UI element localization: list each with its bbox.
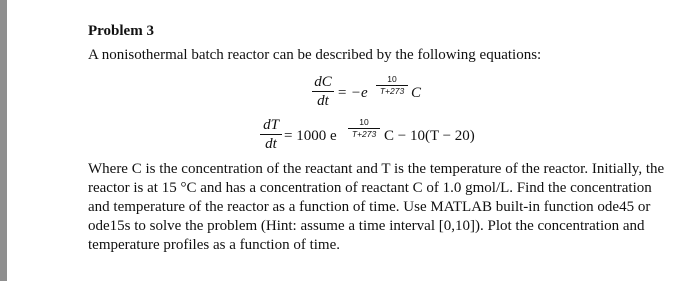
exponent-fraction — [376, 75, 408, 96]
fraction-denominator: dt — [265, 136, 277, 152]
dt-dt-fraction — [260, 117, 282, 152]
fraction-numerator: dC — [314, 74, 332, 90]
description-line: and temperature of the reactor as a function of time. Use MATLAB built-in function ode45 or — [88, 199, 651, 215]
equation-rhs-prefix: = 1000 e — [284, 128, 337, 144]
equation-rhs-suffix: C − 10(T − 20) — [384, 128, 475, 144]
exponent-denominator: T+273 — [379, 86, 405, 96]
fraction-numerator: dT — [263, 117, 279, 133]
problem-intro: A nonisothermal batch reactor can be described by the following equations: — [88, 47, 542, 63]
equation-rhs-suffix: C — [411, 85, 422, 101]
fraction-bar — [312, 91, 334, 92]
left-border-bar — [0, 0, 7, 281]
description-line: Where C is the concentration of the reactant and T is the temperature of the reactor. Initially, the — [88, 161, 665, 177]
problem-description — [88, 160, 665, 255]
exponent-numerator: 10 — [359, 117, 369, 127]
problem-title: Problem 3 — [88, 23, 154, 39]
exponent-denominator: T+273 — [351, 129, 377, 139]
exponent-fraction — [348, 118, 380, 139]
fraction-bar — [260, 134, 282, 135]
exponent-numerator: 10 — [387, 74, 397, 84]
fraction-denominator: dt — [317, 93, 329, 109]
problem-content — [88, 0, 688, 281]
equation-rhs-prefix: = −e — [337, 85, 368, 101]
description-line: reactor is at 15 °C and has a concentration of reactant C of 1.0 gmol/L. Find the concentration — [88, 180, 652, 196]
description-line: temperature profiles as a function of time. — [88, 237, 340, 253]
description-line: ode15s to solve the problem (Hint: assume a time interval [0,10]). Plot the concentration and — [88, 218, 645, 234]
dc-dt-fraction — [312, 74, 334, 109]
